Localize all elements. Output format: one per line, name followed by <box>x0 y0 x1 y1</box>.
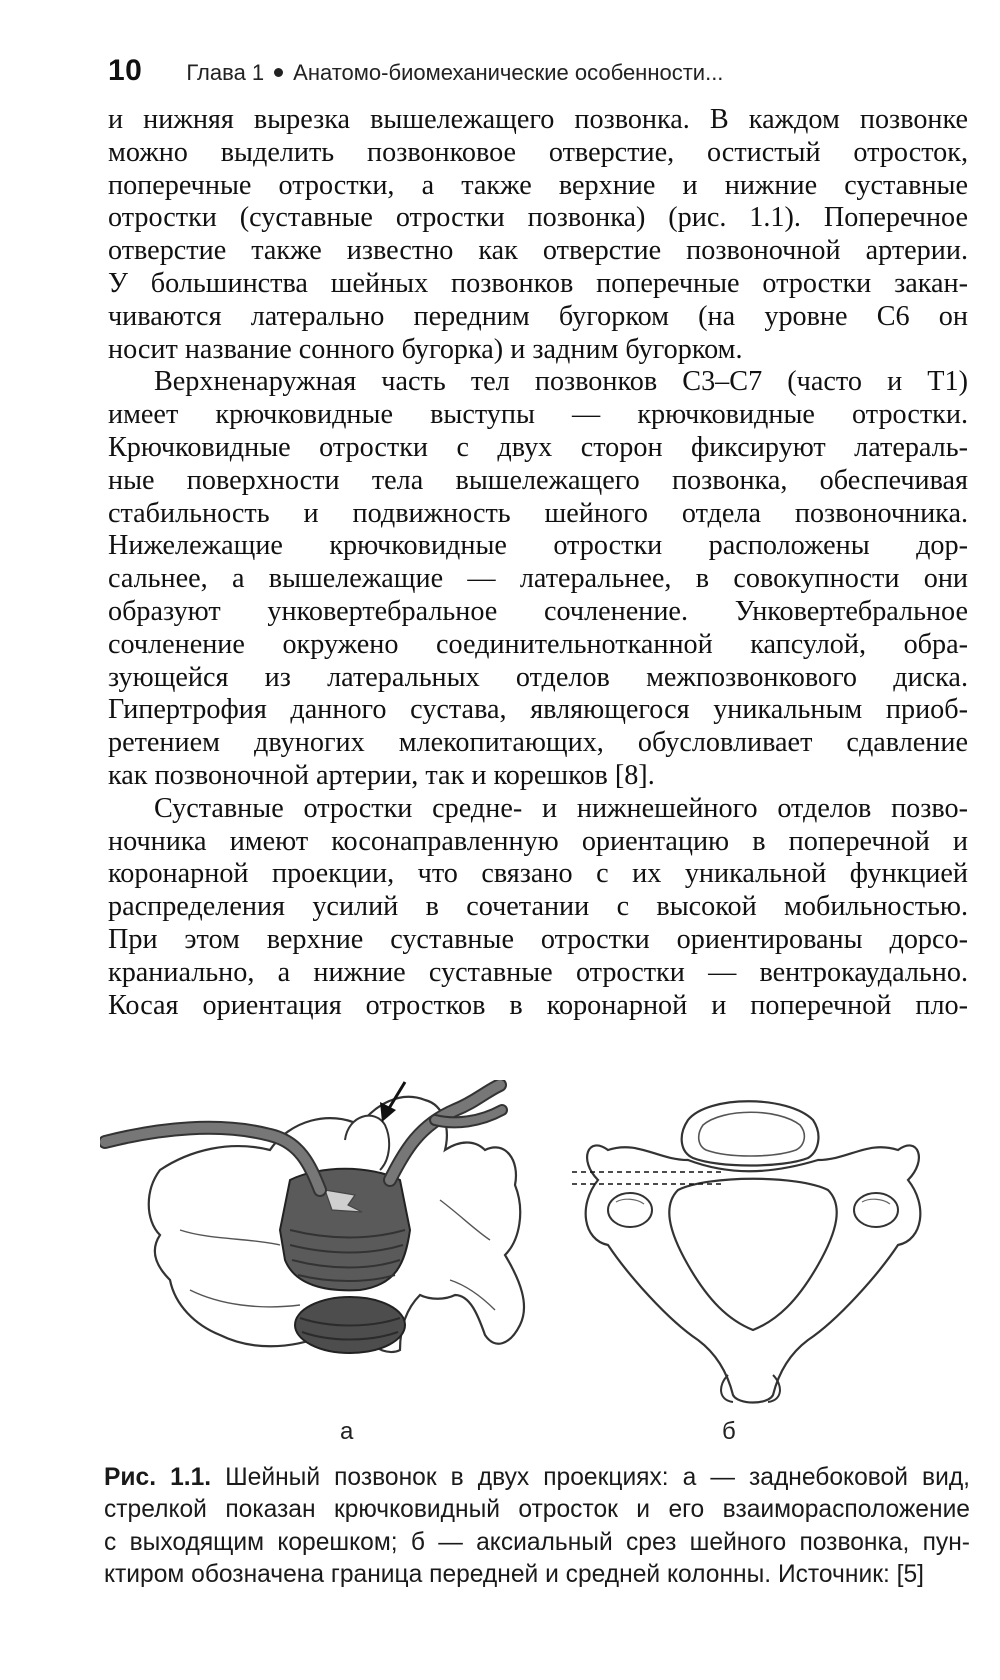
vertebral-body <box>280 1169 410 1291</box>
caption-line: стрелкой показан крючковидный отросток и его взаиморасположение <box>104 1496 970 1524</box>
transverse-foramen-left <box>608 1193 652 1227</box>
text-line: имеет крючковидные выступы — крючковидные отростки. <box>108 399 968 431</box>
text-line: краниально, а нижние суставные отростки — вентрокаудально. <box>108 956 968 988</box>
text-line: сочленение окружено соединительнотканной капсулой, обра- <box>108 628 968 660</box>
text-line: Верхненаружная часть тел позвонков С3–С7 (часто и Т1) <box>154 366 968 398</box>
vertebra-axial-illustration <box>568 1080 948 1410</box>
text-line: Суставные отростки средне- и нижнешейного отделов позво- <box>154 792 968 824</box>
text-line: При этом верхние суставные отростки ориентированы дорсо- <box>108 923 968 955</box>
text-line: ные поверхности тела вышележащего позвонка, обеспечивая <box>108 464 968 496</box>
text-line: сальнее, а вышележащие — латеральнее, в совокупности они <box>108 563 968 595</box>
text-line: Косая ориентация отростков в коронарной и поперечной пло- <box>108 989 968 1021</box>
text-line: отростки (суставные отростки позвонка) (рис. 1.1). Поперечное <box>108 202 968 234</box>
text-line: стабильность и подвижность шейного отдела позвоночника. <box>108 497 968 529</box>
paragraph-2 <box>108 366 968 792</box>
text-line: распределения усилий в сочетании с высокой мобильностью. <box>108 891 968 923</box>
caption-line <box>104 1462 970 1494</box>
figure-label-a: а <box>340 1418 354 1445</box>
running-header <box>108 54 968 94</box>
chapter-title: Анатомо-биомеханические особенности... <box>293 60 724 85</box>
text-line: У большинства шейных позвонков поперечные отростки закан- <box>108 267 968 299</box>
text-line: Крючковидные отростки с двух сторон фиксируют латераль- <box>108 431 968 463</box>
text-line: образуют унковертебральное сочленение. Унковертебральное <box>108 595 968 627</box>
caption-line: ктиром обозначена граница передней и средней колонны. Источник: [5] <box>104 1561 924 1589</box>
transverse-foramen-right <box>854 1193 898 1227</box>
caption-label: Рис. 1.1. <box>104 1464 212 1491</box>
caption-line: с выходящим корешком; б — аксиальный срез шейного позвонка, пун- <box>104 1528 970 1556</box>
text-line: и нижняя вырезка вышележащего позвонка. В каждом позвонке <box>108 104 968 135</box>
text-line: ночника имеют косонаправленную ориентацию в поперечной и <box>108 825 968 857</box>
text-line: Нижележащие крючковидные отростки расположены дор- <box>108 530 968 562</box>
text-line: зующейся из латеральных отделов межпозвонкового диска. <box>108 661 968 693</box>
chapter-label: Глава 1 <box>186 60 265 85</box>
vertebra-lateral-illustration <box>100 1080 560 1400</box>
text-line: Гипертрофия данного сустава, являющегося уникальным приоб- <box>108 694 968 726</box>
text-line: носит название сонного бугорка) и задним бугорком. <box>108 333 743 365</box>
paragraph-3 <box>108 793 968 1023</box>
paragraph-1 <box>108 104 968 366</box>
figure-caption <box>104 1462 970 1592</box>
figure-1-1 <box>100 1080 980 1452</box>
running-head-text <box>186 60 723 86</box>
text-line: коронарной проекции, что связано с их уникальной функцией <box>108 858 968 890</box>
text-line: чиваются латерально передним бугорком (на уровне С6 он <box>108 300 968 332</box>
figure-label-b: б <box>722 1418 736 1445</box>
text-line: отверстие также известно как отверстие позвоночной артерии. <box>108 235 968 267</box>
text-line: можно выделить позвонковое отверстие, остистый отросток, <box>108 136 968 168</box>
page-number: 10 <box>108 54 143 87</box>
text-line: как позвоночной артерии, так и корешков [8]. <box>108 759 655 791</box>
bullet-icon <box>274 68 283 77</box>
text-line: ретением двуногих млекопитающих, обусловливает сдавление <box>108 727 968 759</box>
text-line: поперечные отростки, а также верхние и нижние суставные <box>108 169 968 201</box>
body-text <box>108 104 968 1022</box>
caption-text: Шейный позвонок в двух проекциях: а — заднебоковой вид, <box>211 1464 970 1491</box>
